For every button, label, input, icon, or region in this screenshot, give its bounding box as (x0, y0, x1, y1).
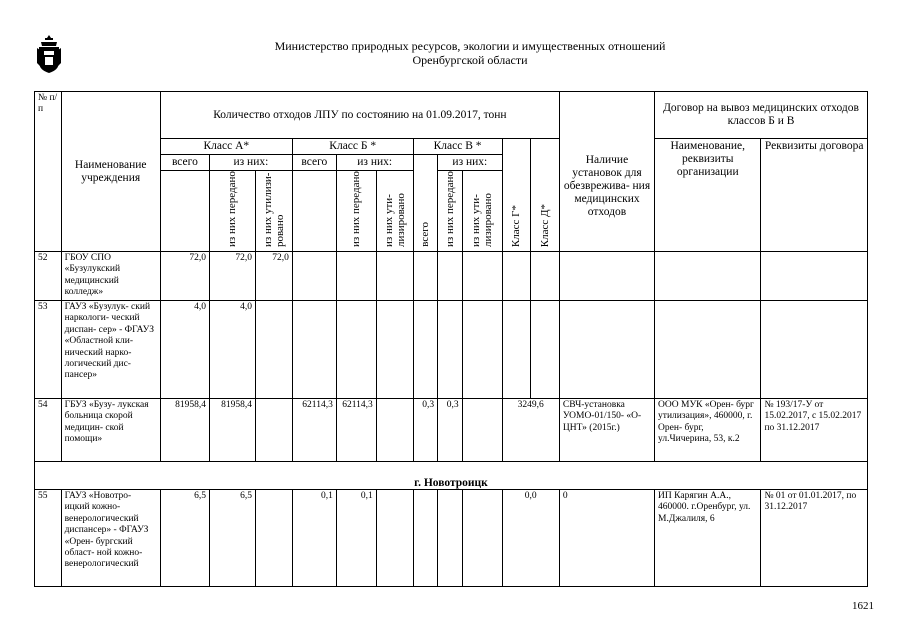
row-b-transferred: 62114,3 (336, 399, 376, 462)
row-v-total (413, 301, 438, 399)
row-requisites (761, 252, 868, 301)
row-a-utilized (256, 301, 293, 399)
row-a-utilized (256, 399, 293, 462)
city-heading: г. Новотроицк (35, 462, 868, 490)
row-a-transferred: 81958,4 (209, 399, 255, 462)
row-v-transferred: 0,3 (438, 399, 463, 462)
header-region: Оренбургской области (412, 53, 528, 67)
row-a-total: 72,0 (160, 252, 209, 301)
row-v-utilized (462, 252, 502, 301)
header-v-total: всего (419, 222, 432, 247)
page-number: 1621 (852, 600, 874, 612)
header-name: Наименование учреждения (61, 92, 160, 252)
header-row-2 (35, 139, 868, 155)
row-class-g (502, 301, 531, 399)
row-num: 55 (35, 490, 62, 587)
row-installation (559, 252, 654, 301)
row-class-d (531, 252, 560, 301)
header-a-transferred: из них передано (226, 171, 239, 247)
table-row (35, 490, 868, 587)
row-class-g (502, 252, 531, 301)
header-class-d-cell (531, 139, 560, 252)
row-organization: ИП Карягин А.А., 460000. г.Оренбург, ул. М.Джалиля, 6 (655, 490, 761, 587)
header-contract: Договор на вывоз медицинских отходов классов Б и В (655, 92, 868, 139)
coat-of-arms-icon (36, 33, 62, 77)
row-requisites: № 01 от 01.01.2017, по 31.12.2017 (761, 490, 868, 587)
row-b-total (292, 252, 336, 301)
row-installation: 0 (559, 490, 654, 587)
header-org: Наименование, реквизиты организации (655, 139, 761, 252)
row-a-utilized: 72,0 (256, 252, 293, 301)
row-name: ГАУЗ «Новотро- ицкий кожно- венерологический диспансер» - ФГАУЗ «Орен- бургский област- ной кожно- венерологический (61, 490, 160, 587)
waste-table (34, 91, 868, 587)
city-row (35, 462, 868, 490)
row-organization (655, 252, 761, 301)
header-b-total: всего (292, 155, 336, 171)
header-b-total-blank (292, 171, 336, 252)
row-a-total: 4,0 (160, 301, 209, 399)
header-v-util-cell (462, 171, 502, 252)
row-b-total: 0,1 (292, 490, 336, 587)
header-b-util-cell (376, 171, 413, 252)
row-installation: СВЧ-установка УОМО-01/150- «О-ЦНТ» (2015г.) (559, 399, 654, 462)
row-organization: ООО МУК «Орен- бург утилизация», 460000, г. Орен- бург, ул.Чичерина, 53, к.2 (655, 399, 761, 462)
row-name: ГАУЗ «Бузулук- ский наркологи- ческий диспан- сер» - ФГАУЗ «Областной кли- нический нарко- логический дис- пансер» (61, 301, 160, 399)
row-organization (655, 301, 761, 399)
header-row-1 (35, 92, 868, 139)
header-class-g-cell (502, 139, 531, 252)
row-num: 52 (35, 252, 62, 301)
row-v-total (413, 252, 438, 301)
row-b-utilized (376, 490, 413, 587)
row-v-transferred (438, 252, 463, 301)
row-class-d (531, 301, 560, 399)
row-a-transferred: 72,0 (209, 252, 255, 301)
header-v-of-which: из них: (438, 155, 502, 171)
row-class-g: 0,0 (502, 490, 559, 587)
row-b-total (292, 301, 336, 399)
table-row (35, 399, 868, 462)
header-requisites: Реквизиты договора (761, 139, 868, 252)
header-class-a: Класс А* (160, 139, 292, 155)
table-row (35, 301, 868, 399)
row-v-total: 0,3 (413, 399, 438, 462)
header-class-d: Класс Д* (539, 203, 552, 247)
row-class-g: 3249,6 (502, 399, 559, 462)
row-requisites (761, 301, 868, 399)
header-class-b: Класс Б * (292, 139, 413, 155)
header-v-utilized: из них ути- лизировано (470, 193, 495, 247)
header-class-v: Класс В * (413, 139, 502, 155)
header-num: № п/ п (35, 92, 62, 252)
row-b-utilized (376, 301, 413, 399)
header-quantity: Количество отходов ЛПУ по состоянию на 01.09.2017, тонн (160, 92, 559, 139)
row-b-utilized (376, 399, 413, 462)
header-class-g: Класс Г* (510, 204, 523, 247)
header-a-total: всего (160, 155, 209, 171)
row-v-transferred (438, 490, 463, 587)
row-v-utilized (462, 490, 502, 587)
row-a-total: 6,5 (160, 490, 209, 587)
header-ministry: Министерство природных ресурсов, экологии и имущественных отношений (274, 39, 666, 53)
header-b-trans-cell (336, 171, 376, 252)
row-b-utilized (376, 252, 413, 301)
header-a-utilized: из них утилизи- ровано (261, 172, 286, 247)
row-name: ГБУЗ «Бузу- лукская больница скорой медицин- ской помощи» (61, 399, 160, 462)
row-a-transferred: 6,5 (209, 490, 255, 587)
header-v-transferred: из них передано (443, 171, 456, 247)
table-row (35, 252, 868, 301)
header-b-transferred: из них передано (350, 171, 363, 247)
header-v-total-cell (413, 155, 438, 252)
row-v-utilized (462, 301, 502, 399)
row-v-transferred (438, 301, 463, 399)
header-a-of-which: из них: (209, 155, 292, 171)
row-b-transferred (336, 252, 376, 301)
row-a-utilized (256, 490, 293, 587)
document-header (180, 39, 760, 67)
row-num: 54 (35, 399, 62, 462)
row-a-total: 81958,4 (160, 399, 209, 462)
row-installation (559, 301, 654, 399)
row-b-transferred (336, 301, 376, 399)
row-name: ГБОУ СПО «Бузулукский медицинский колледж» (61, 252, 160, 301)
row-v-utilized (462, 399, 502, 462)
row-a-transferred: 4,0 (209, 301, 255, 399)
header-b-of-which: из них: (336, 155, 413, 171)
header-a-util-cell (256, 171, 293, 252)
header-a-trans-cell (209, 171, 255, 252)
row-b-transferred: 0,1 (336, 490, 376, 587)
header-v-trans-cell (438, 171, 463, 252)
header-installations: Наличие установок для обезврежива- ния медицинских отходов (559, 92, 654, 252)
header-b-utilized: из них ути- лизировано (382, 193, 407, 247)
row-requisites: № 193/17-У от 15.02.2017, с 15.02.2017 по 31.12.2017 (761, 399, 868, 462)
row-b-total: 62114,3 (292, 399, 336, 462)
row-num: 53 (35, 301, 62, 399)
row-v-total (413, 490, 438, 587)
header-a-total-blank (160, 171, 209, 252)
